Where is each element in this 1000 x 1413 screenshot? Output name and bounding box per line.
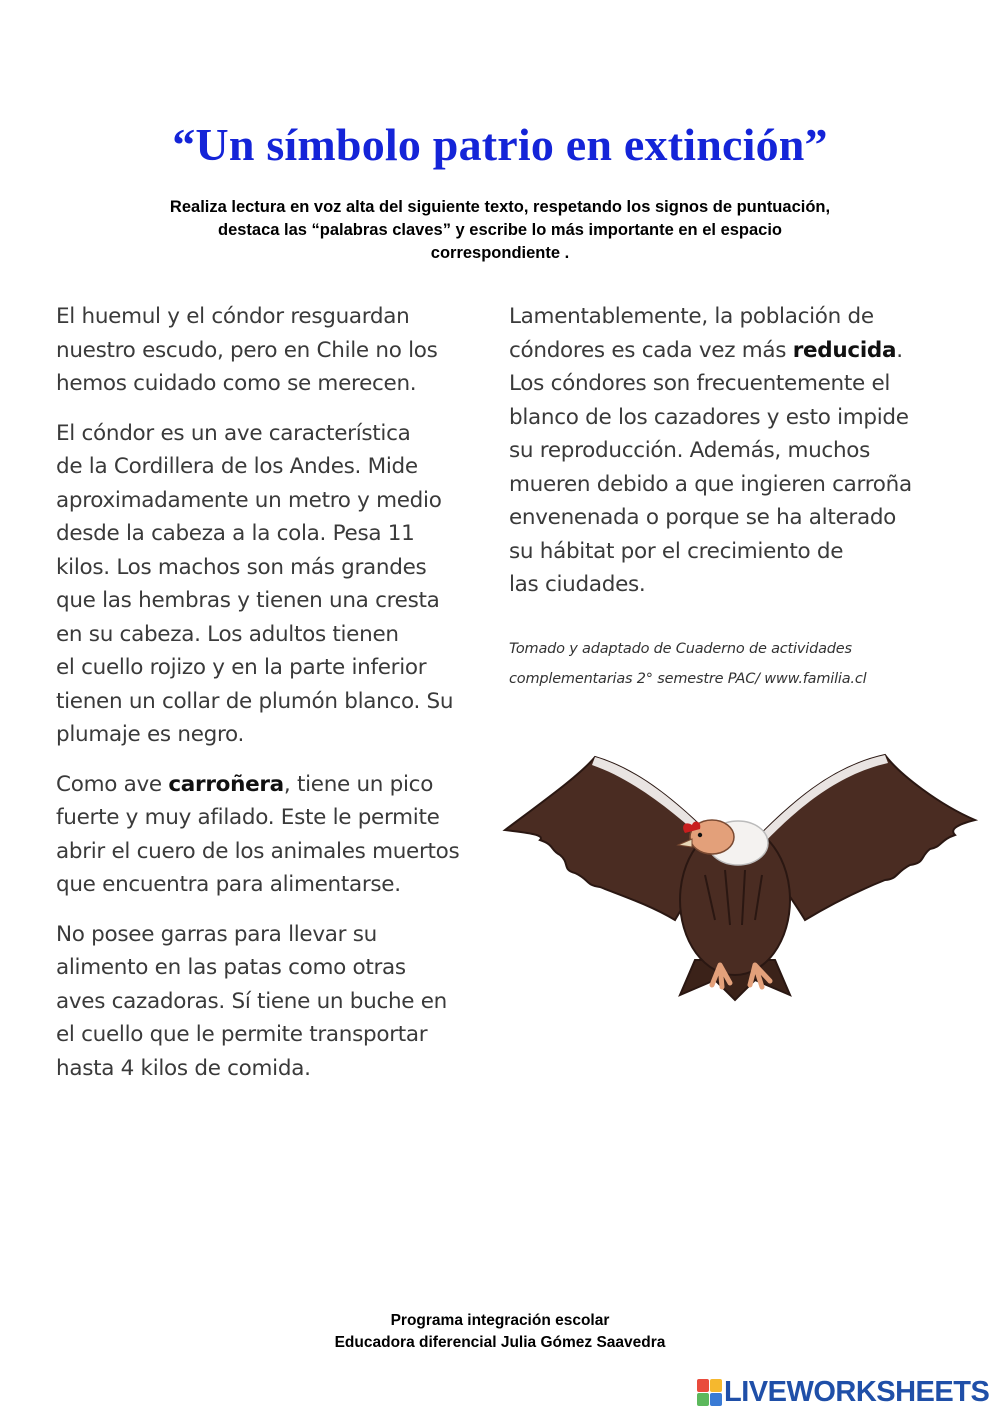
text-line: su reproducción. Además, muchos <box>509 438 871 463</box>
text-line: plumaje es negro. <box>56 722 245 747</box>
right-column-text <box>509 300 959 602</box>
text-line: las ciudades. <box>509 572 646 597</box>
text-line: nuestro escudo, pero en Chile no los <box>56 337 438 363</box>
text-line: abrir el cuero de los animales muertos <box>56 838 460 864</box>
text-line: alimento en las patas como otras <box>56 955 406 980</box>
text-line: mueren debido a que ingieren carroña <box>509 471 912 497</box>
paragraph-buche <box>56 918 496 1086</box>
paragraph-poblacion <box>509 300 959 602</box>
text-line: de la Cordillera de los Andes. Mide <box>56 454 418 479</box>
citation-line: Tomado y adaptado de Cuaderno de actividades <box>509 641 852 657</box>
paragraph-condor-description <box>56 417 496 752</box>
keyword-reducida: reducida <box>792 337 897 363</box>
text-line: hasta 4 kilos de comida. <box>56 1055 311 1081</box>
text-line: Los cóndores son frecuentemente el <box>509 371 891 396</box>
text-line: envenenada o porque se ha alterado <box>509 505 897 530</box>
text-line: el cuello rojizo y en la parte inferior <box>56 655 427 680</box>
source-citation <box>509 634 969 694</box>
text-line: su hábitat por el crecimiento de <box>509 538 844 564</box>
footer-program: Programa integración escolar <box>390 1312 610 1329</box>
condor-illustration <box>500 745 980 1010</box>
text-line: . <box>896 337 903 363</box>
instructions-line: Realiza lectura en voz alta del siguiente texto, respetando los signos de puntuación, <box>169 198 831 216</box>
text-line: Lamentablemente, la población de <box>509 304 874 329</box>
text-line: hemos cuidado como se merecen. <box>56 371 417 396</box>
instructions-line: correspondiente . <box>430 244 570 262</box>
paragraph-carronera <box>56 768 496 902</box>
text-line: Como ave <box>56 771 169 797</box>
condor-eye <box>698 833 702 837</box>
text-line: blanco de los cazadores y esto impide <box>509 404 909 430</box>
instructions <box>115 196 885 265</box>
left-column-text <box>56 300 496 1101</box>
paragraph-huemul-condor <box>56 300 496 401</box>
footer-teacher: Educadora diferencial Julia Gómez Saavedra <box>334 1334 666 1351</box>
text-line: , tiene un pico <box>283 771 434 797</box>
footer <box>0 1310 1000 1354</box>
text-line: El huemul y el cóndor resguardan <box>56 304 410 329</box>
liveworksheets-wordmark: LIVEWORKSHEETS <box>724 1375 990 1408</box>
text-line: cóndores es cada vez más <box>509 337 793 363</box>
liveworksheets-logo-icon <box>697 1379 721 1405</box>
page-title: “Un símbolo patrio en extinción” <box>172 119 828 170</box>
text-line: aproximadamente un metro y medio <box>56 487 442 513</box>
text-line: aves cazadoras. Sí tiene un buche en <box>56 988 448 1014</box>
liveworksheets-brand[interactable] <box>697 1376 989 1408</box>
keyword-carronera: carroñera <box>168 771 284 797</box>
text-line: No posee garras para llevar su <box>56 921 377 947</box>
text-line: tienen un collar de plumón blanco. Su <box>56 688 454 714</box>
citation-line: complementarias 2° semestre PAC/ www.familia.cl <box>509 671 867 687</box>
instructions-line: destaca las “palabras claves” y escribe lo más importante en el espacio <box>217 221 783 239</box>
text-line: El cóndor es un ave característica <box>56 420 411 446</box>
text-line: que encuentra para alimentarse. <box>56 872 401 897</box>
text-line: fuerte y muy afilado. Este le permite <box>56 805 440 830</box>
text-line: desde la cabeza a la cola. Pesa 11 <box>56 521 415 546</box>
text-line: en su cabeza. Los adultos tienen <box>56 621 399 647</box>
text-line: kilos. Los machos son más grandes <box>56 554 427 580</box>
text-line: que las hembras y tienen una cresta <box>56 588 440 613</box>
text-line: el cuello que le permite transportar <box>56 1022 428 1047</box>
